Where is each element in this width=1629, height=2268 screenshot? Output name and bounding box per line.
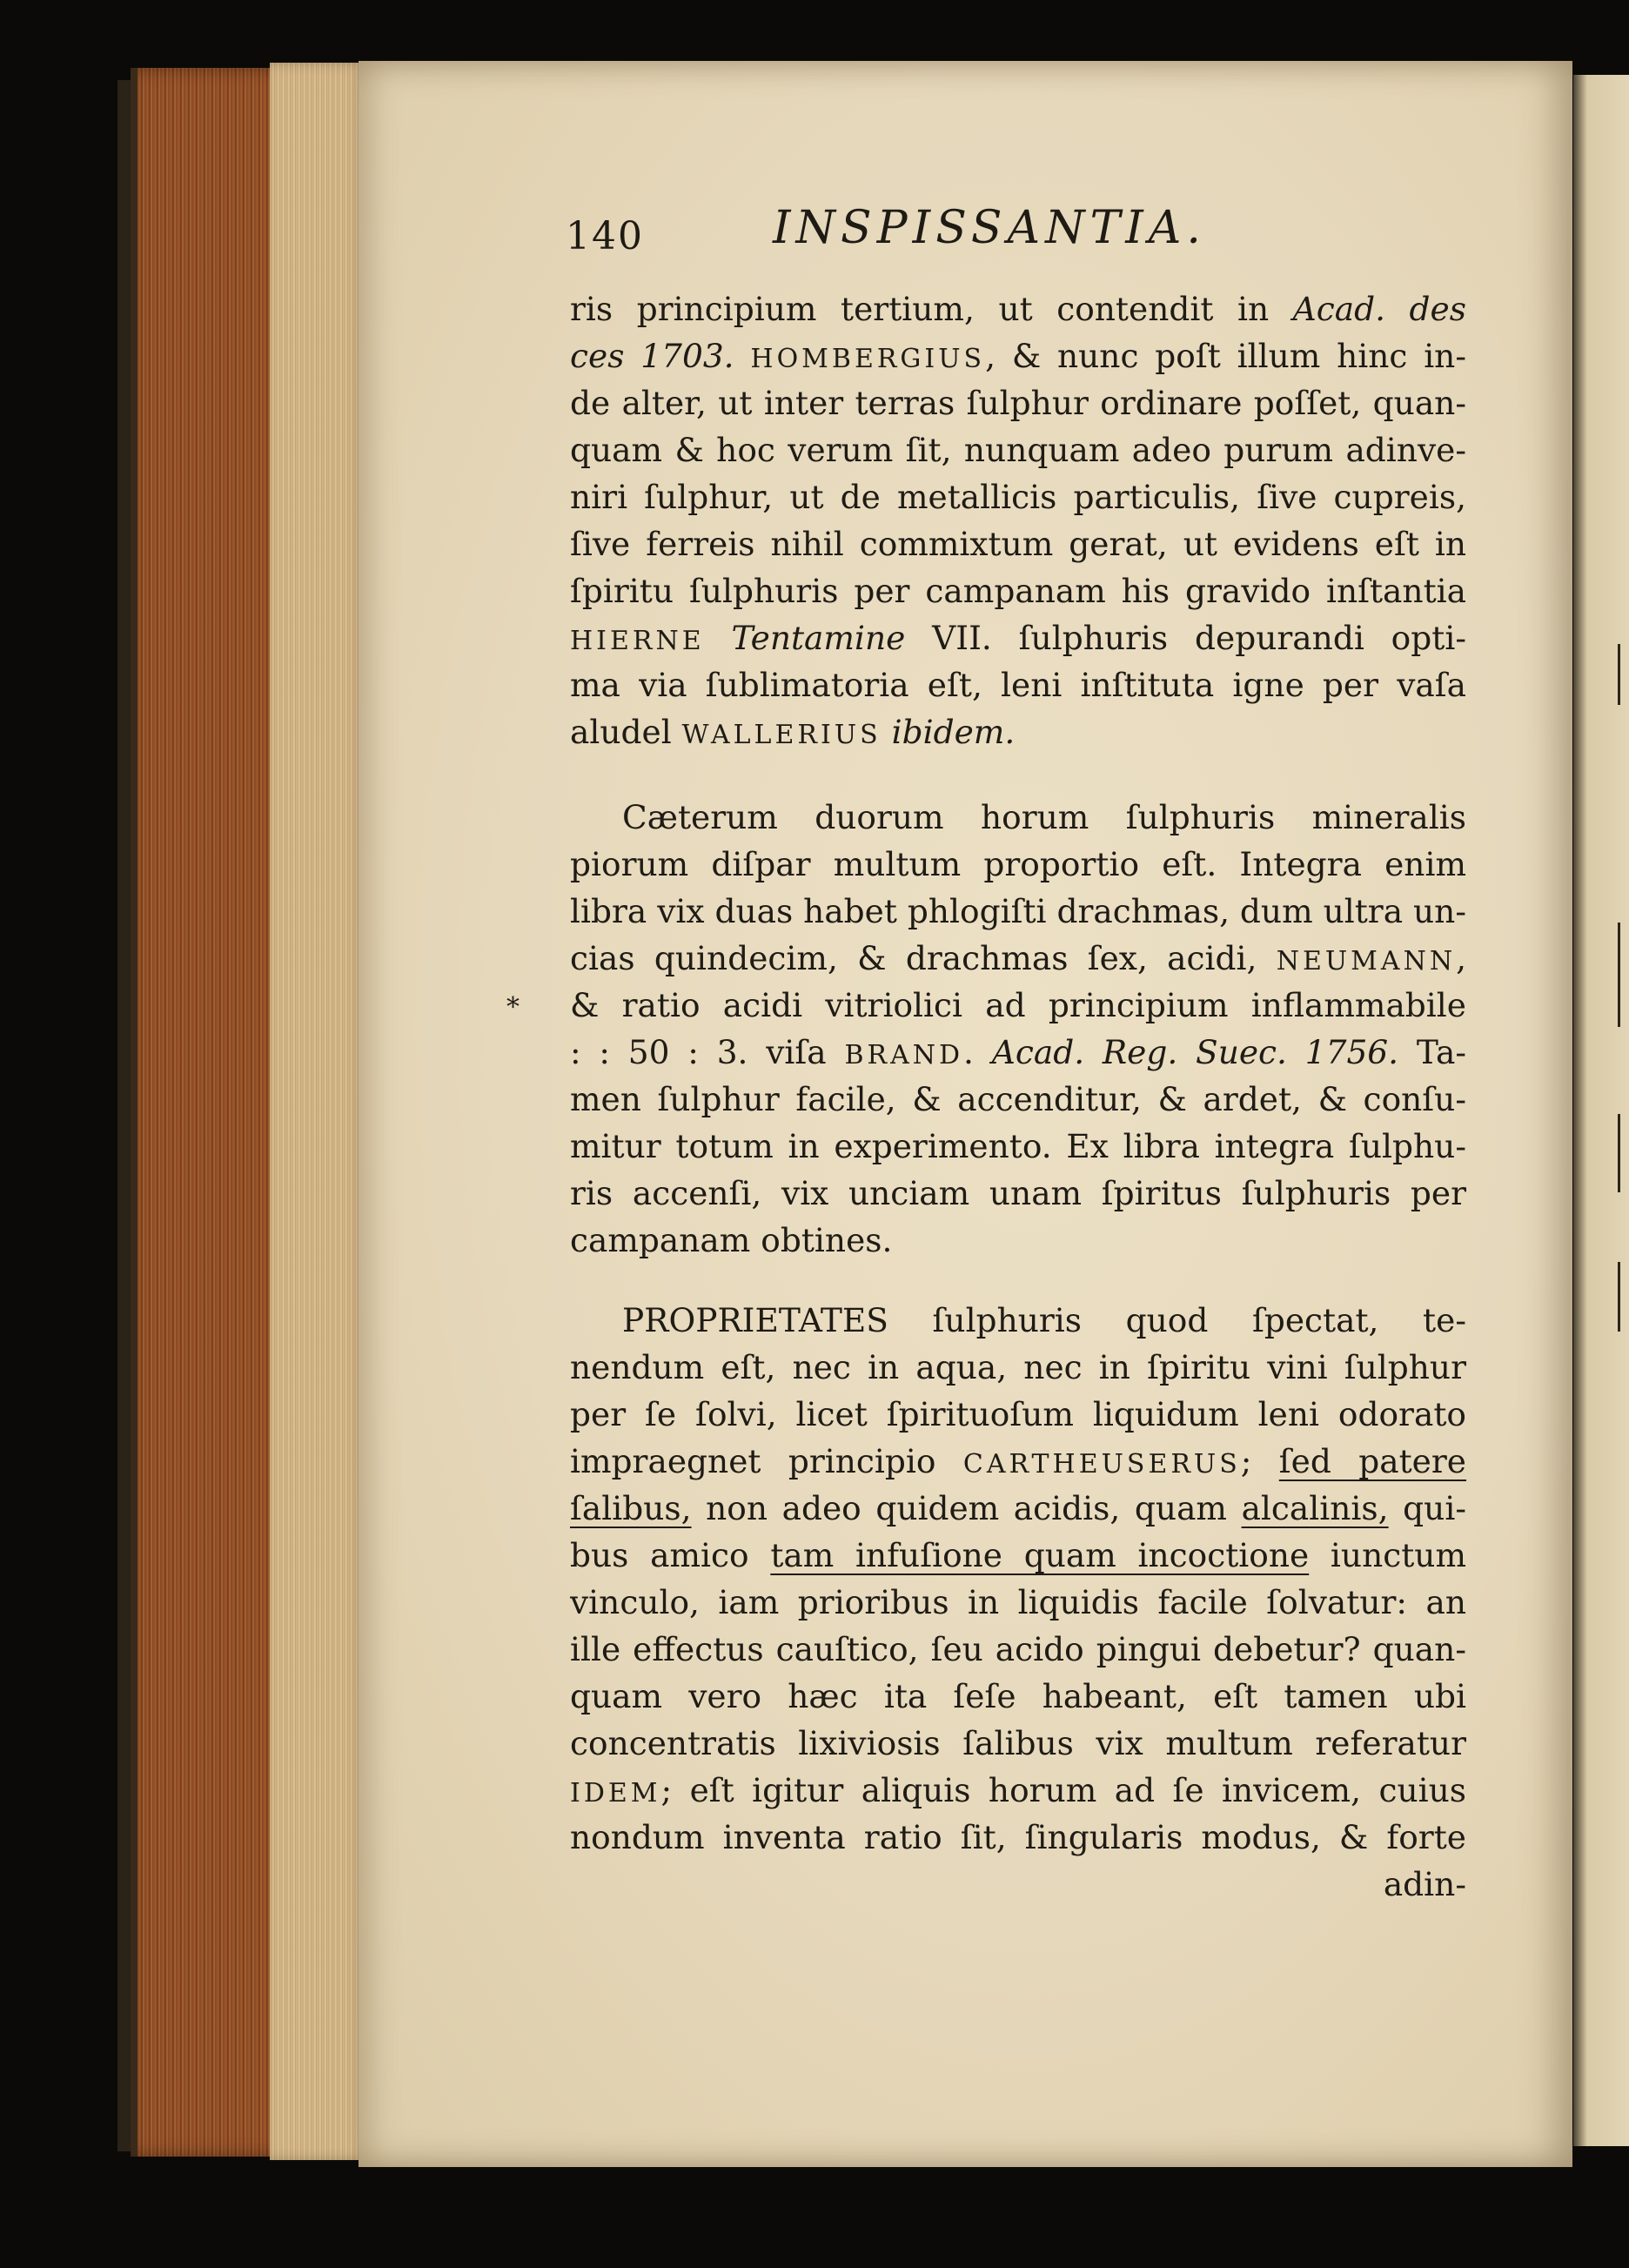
citation: Acad. Reg. Suec. 1756. — [991, 1033, 1399, 1071]
text-run: men ſulphur facile, & accenditur, & ardet, & conſu- — [570, 1080, 1466, 1118]
citation: ces 1703. — [570, 337, 734, 375]
page-header — [566, 202, 1349, 263]
text-line — [570, 1720, 1466, 1767]
text-run: quam & hoc verum ſit, nunquam adeo purum adinve- — [570, 431, 1466, 469]
author-name: IDEM — [570, 1778, 661, 1808]
text-run: , & nunc poſt illum hinc in- — [985, 337, 1466, 375]
margin-mark: * — [506, 992, 520, 1023]
text-run: per ſe ſolvi, licet ſpirituoſum liquidum leni odorato — [570, 1395, 1466, 1433]
text-line — [570, 888, 1466, 935]
text-line — [570, 332, 1466, 379]
text-line — [570, 1532, 1466, 1579]
text-line — [570, 661, 1466, 708]
citation: Tentamine — [731, 619, 906, 657]
text-line — [570, 1029, 1466, 1076]
text-line — [570, 520, 1466, 567]
paragraph-3 — [570, 1297, 1466, 1908]
text-run: ille effectus cauſtico, ſeu acido pingui debetur? quan- — [570, 1630, 1466, 1668]
running-head: INSPISSANTIA. — [773, 202, 1206, 254]
text-run: bus amico — [570, 1536, 771, 1574]
underlined-text: ſalibus, — [570, 1489, 692, 1527]
text-run: ma via ſublimatoria eſt, leni inſtituta igne per vaſa — [570, 666, 1466, 704]
text-run: Cæterum duorum horum ſulphuris mineralis — [622, 798, 1466, 836]
facing-page-text-fragments — [1575, 209, 1627, 1688]
text-run: concentratis lixiviosis ſalibus vix multum referatur — [570, 1724, 1466, 1762]
page-number: 140 — [566, 214, 644, 258]
text-line — [570, 614, 1466, 661]
text-line — [570, 708, 1466, 755]
text-run: Ta- — [1398, 1033, 1466, 1071]
text-line — [570, 1297, 1466, 1344]
text-run: qui- — [1388, 1489, 1466, 1527]
text-line — [570, 1438, 1466, 1485]
text-run: campanam obtines. — [570, 1221, 893, 1259]
text-line — [570, 1861, 1466, 1908]
text-line — [570, 841, 1466, 888]
citation: ibidem. — [891, 713, 1016, 751]
underlined-text: alcalinis, — [1241, 1489, 1389, 1527]
text-run: cias quindecim, & drachmas ſex, acidi, — [570, 939, 1277, 977]
text-run: ſpiritu ſulphuris per campanam his gravido inſtantia — [570, 572, 1466, 610]
text-line — [570, 1814, 1466, 1861]
text-line — [570, 426, 1466, 473]
text-run: , — [1456, 939, 1466, 977]
text-run: quam vero hæc ita ſeſe habeant, eſt tamen ubi — [570, 1677, 1466, 1715]
text-run: vinculo, iam prioribus in liquidis facile ſolvatur: an — [570, 1583, 1466, 1621]
text-run: nendum eſt, nec in aqua, nec in ſpiritu vini ſulphur — [570, 1348, 1466, 1386]
text-run: piorum diſpar multum proportio eſt. Integra enim — [570, 845, 1466, 883]
text-line — [570, 1170, 1466, 1217]
text-run — [734, 337, 751, 375]
text-run: : : 50 : 3. viſa — [570, 1033, 845, 1071]
text-line — [570, 1626, 1466, 1673]
page-edges-light — [270, 63, 365, 2160]
text-run: non adeo quidem acidis, quam — [691, 1489, 1242, 1527]
text-line — [570, 1123, 1466, 1170]
author-name: BRAND — [844, 1040, 964, 1070]
text-run: aludel — [570, 713, 682, 751]
text-line — [570, 1344, 1466, 1391]
text-run: ris accenſi, vix unciam unam ſpiritus ſulphuris per — [570, 1174, 1466, 1212]
text-line — [570, 1217, 1466, 1264]
text-run: . — [963, 1033, 992, 1071]
author-name: NEUMANN — [1276, 946, 1457, 976]
text-run: iunctum — [1309, 1536, 1466, 1574]
text-run: niri ſulphur, ut de metallicis particulis, ſive cupreis, — [570, 478, 1466, 516]
text-run: VII. ſulphuris depurandi opti- — [905, 619, 1466, 657]
underlined-text: tam infuſione quam incoctione — [770, 1536, 1310, 1574]
text-run: ; eſt igitur aliquis horum ad ſe invicem, cuius — [660, 1771, 1466, 1809]
text-run: mitur totum in experimento. Ex libra integra ſulphu- — [570, 1127, 1466, 1165]
author-name: WALLERIUS — [681, 720, 882, 750]
text-run: de alter, ut inter terras ſulphur ordinare poſſet, quan- — [570, 384, 1466, 422]
text-run — [882, 713, 892, 751]
text-line — [570, 1391, 1466, 1438]
text-line — [570, 1076, 1466, 1123]
text-line — [570, 935, 1466, 982]
underlined-text: ſed patere — [1278, 1442, 1466, 1480]
text-run: PROPRIETATES — [622, 1301, 888, 1339]
text-line — [570, 1673, 1466, 1720]
text-run: ; — [1240, 1442, 1279, 1480]
text-line — [570, 379, 1466, 426]
text-line — [570, 473, 1466, 520]
paragraph-1 — [570, 285, 1466, 755]
text-run: adin- — [1383, 1865, 1466, 1903]
citation: Acad. des — [1292, 290, 1466, 328]
text-line — [570, 1767, 1466, 1814]
text-line — [570, 567, 1466, 614]
text-run: ſive ferreis nihil commixtum gerat, ut evidens eſt in — [570, 525, 1466, 563]
text-run: ris principium tertium, ut contendit in — [570, 290, 1293, 328]
text-run: libra vix duas habet phlogiſti drachmas, dum ultra un- — [570, 892, 1466, 930]
text-run: impraegnet principio — [570, 1442, 963, 1480]
text-line — [570, 285, 1466, 332]
author-name: HOMBERGIUS — [750, 344, 986, 374]
text-line — [570, 1485, 1466, 1532]
text-run: & ratio acidi vitriolici ad principium inflammabile — [570, 986, 1466, 1024]
author-name: CARTHEUSERUS — [962, 1449, 1241, 1480]
text-line — [570, 794, 1466, 841]
author-name: HIERNE — [570, 626, 705, 656]
text-run — [705, 619, 732, 657]
text-line — [570, 982, 1466, 1029]
text-line — [570, 1579, 1466, 1626]
text-run: ſulphuris quod ſpectat, te- — [888, 1301, 1466, 1339]
paragraph-2 — [570, 794, 1466, 1264]
text-run: nondum inventa ratio ſit, ſingularis modus, & forte — [570, 1818, 1466, 1856]
